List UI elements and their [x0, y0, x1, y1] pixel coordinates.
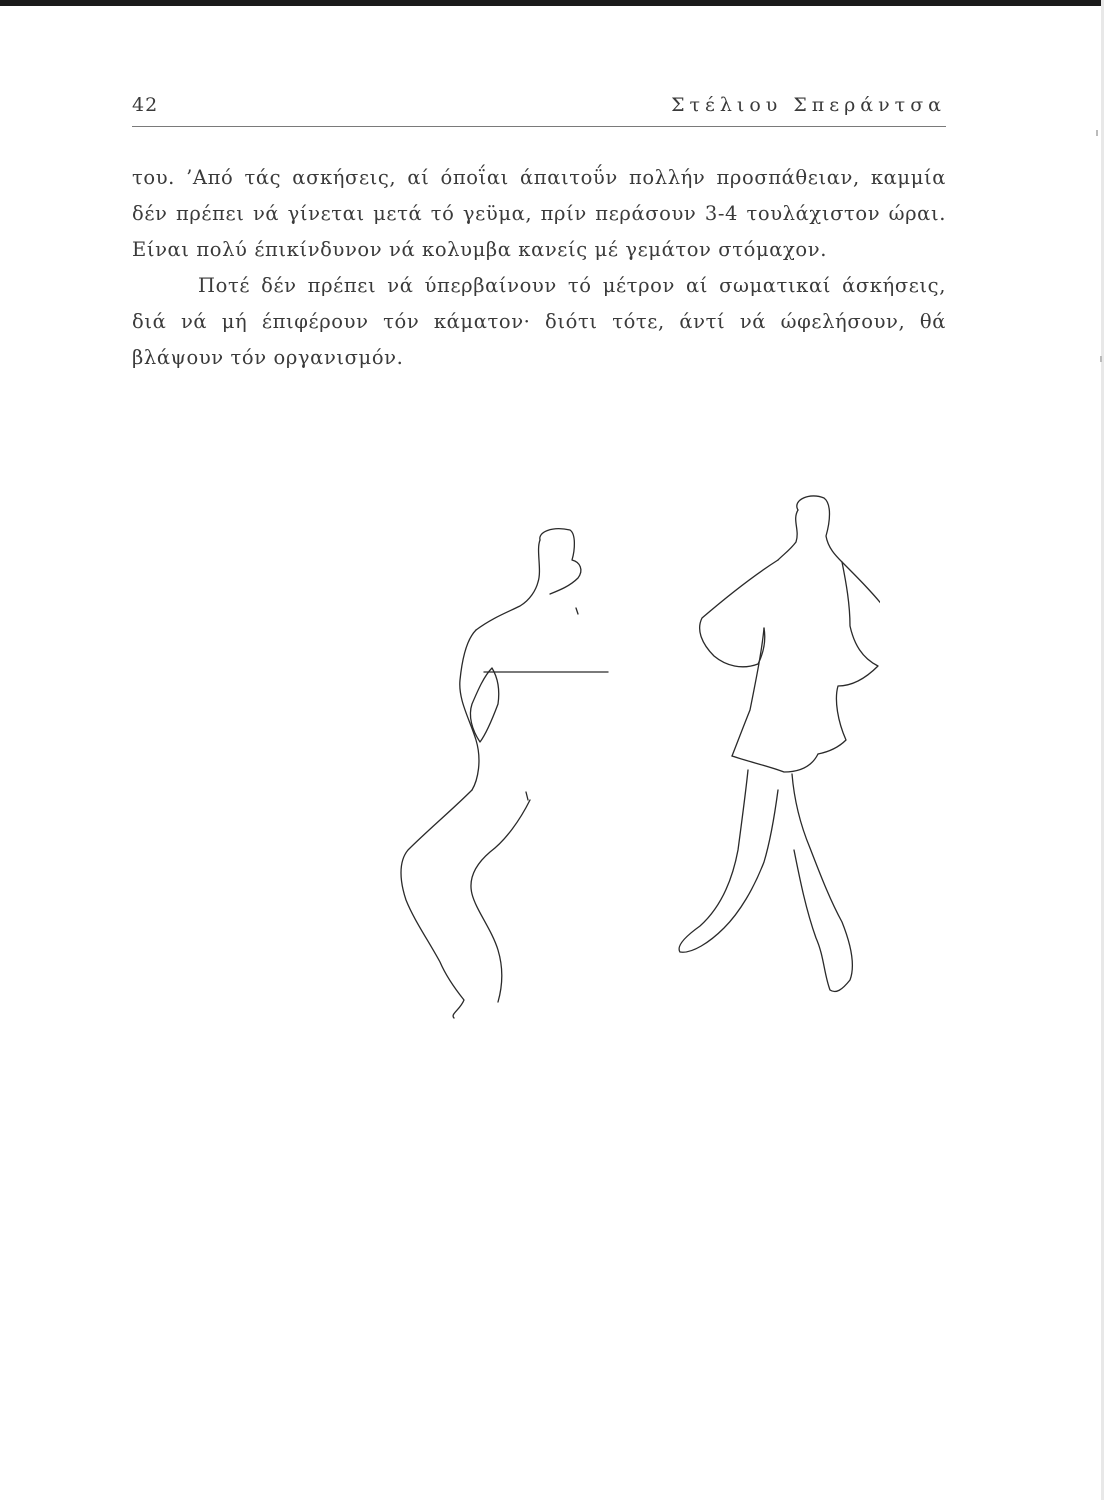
left-figure-neck: [476, 540, 540, 630]
right-figure-torso-left: [732, 628, 764, 756]
right-figure-left-leg: [679, 770, 778, 952]
paragraph-2: Ποτέ δέν πρέπει νά ύπερβαίνουν τό μέτρον αί σωματικαί άσκήσεις, διά νά μή έπιφέρουν τόν κάματον· διότι τότε, άντί νά ώφελήσουν, θά βλάψουν τόν οργανισμόν.: [132, 274, 946, 369]
left-figure-back-leg: [401, 790, 472, 1018]
body-text: [132, 160, 946, 376]
sketch-drawing: [380, 490, 880, 1030]
page-number: 42: [132, 94, 159, 116]
right-figure-right-leg: [792, 774, 852, 992]
header-rule: [132, 126, 946, 127]
left-figure-arm: [470, 668, 498, 742]
running-head: Στέλιου Σπεράντσα: [671, 94, 946, 116]
right-figure-left-arm: [700, 560, 778, 667]
right-figure-face: [778, 510, 798, 560]
left-figure-front-leg: [471, 800, 530, 1002]
left-figure-mark-2: [526, 792, 528, 800]
two-figures-sketch-icon: [380, 490, 880, 1030]
margin-speck: [1096, 130, 1098, 136]
right-figure-right-arm: [842, 562, 880, 612]
left-figure-back: [460, 630, 479, 790]
paragraph-1: του. ’Από τάς ασκήσεις, αί όποΐαι άπαιτοΰν πολλήν προσπάθειαν, καμμία δέν πρέπει νά γίνεται μετά τό γεϋμα, πρίν περάσουν 3-4 τουλάχιστον ώραι. Είναι πολύ έπικίνδυνον νά κολυμβα κανείς μέ γεμάτον στόμαχον.: [132, 166, 946, 261]
page-header: [132, 94, 946, 124]
left-figure-head: [540, 529, 581, 594]
margin-speck-2: [1100, 356, 1102, 362]
scan-top-edge: [0, 0, 1104, 6]
right-figure-shorts: [732, 754, 818, 772]
left-figure-mark: [576, 608, 578, 614]
right-figure-head: [797, 496, 842, 562]
